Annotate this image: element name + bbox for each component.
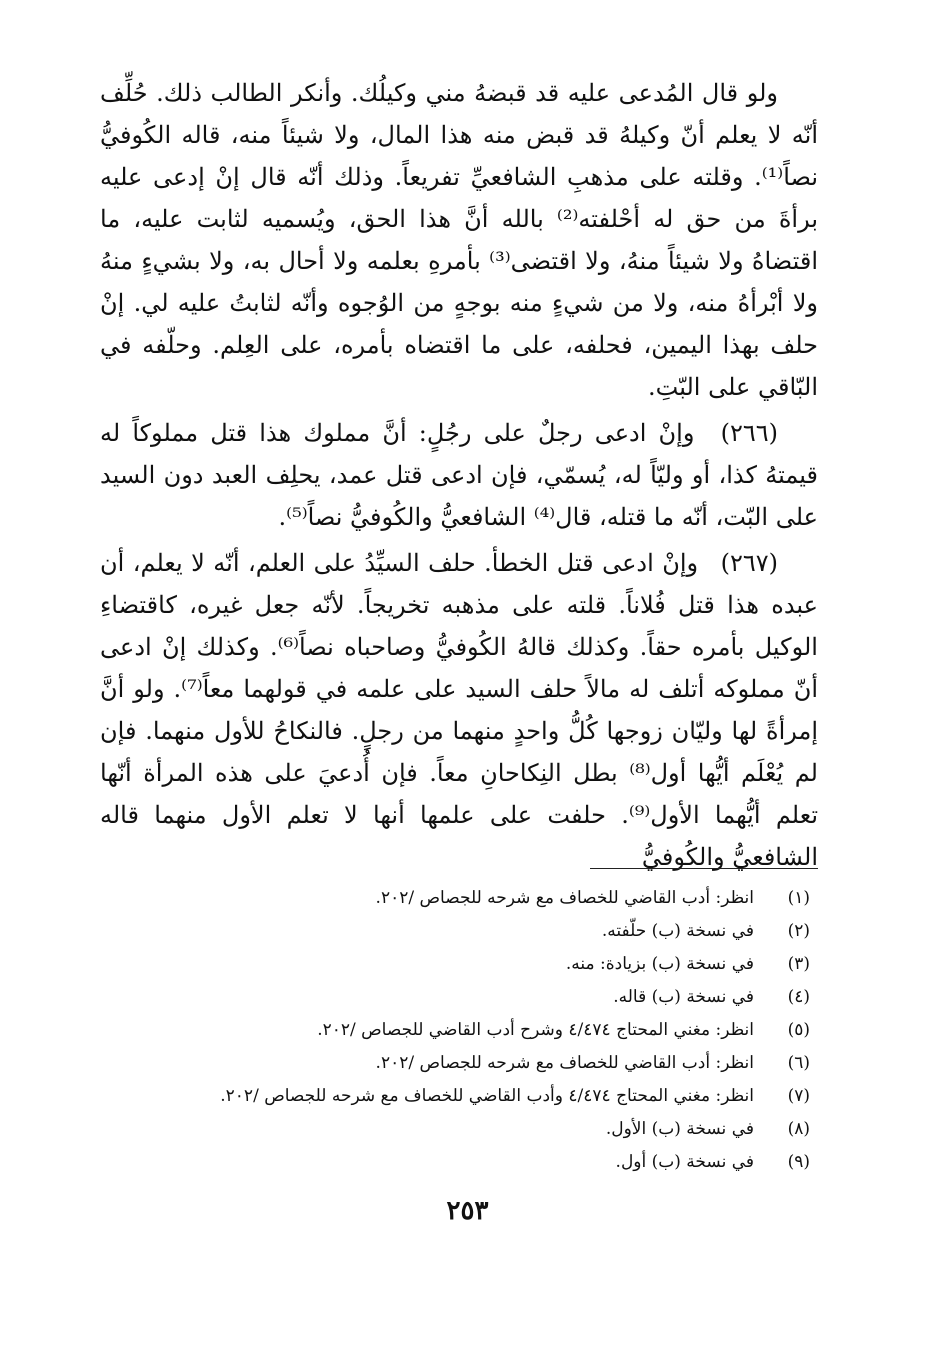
footnote-text: انظر: أدب القاضي للخصاف مع شرحه للجصاص /٢٠٢.: [375, 888, 754, 908]
footnote: [150, 981, 818, 1014]
paragraph-text: وإنْ ادعى قتل الخطأ. حلف السيِّدُ على العلم، أنّه لا يعلم، أن عبده هذا قتل فُلاناً. قلته على مذهبه تخريجاً. لأنّه جعل غيره، كاقتضاءِ الوكيل بأمره حقاً. وكذلك قالهُ الكُوفيُّ وصاحباه نصاً⁽⁶⁾. وكذلك إنْ ادعى أنّ مملوكه أتلف له مالاً حلف السيد على علمه في قولهما معاً⁽⁷⁾. ولو أنَّ إمرأةً لها وليّان زوجها كُلُّ واحدٍ منهما من رجلٍ. فالنكاحُ للأول منهما. فإن لم يُعْلَم أيُّها أول⁽⁸⁾ بطل النِكاحانِ معاً. فإن أُدعيَ على هذه المرأة أنّها تعلم أيُّهما الأول⁽⁹⁾. حلفت على علمها أنها لا تعلم الأول منهما قاله الشافعيُّ والكُوفيُّ: [100, 549, 818, 871]
footnote: [150, 1014, 818, 1047]
paragraph-number: (٢٦٧): [720, 549, 778, 577]
footnote: [150, 1080, 818, 1113]
paragraph: [100, 542, 818, 878]
footnote-divider: [590, 868, 818, 869]
footnote-text: انظر: أدب القاضي للخصاف مع شرحه للجصاص /٢٠٢.: [375, 1053, 754, 1073]
paragraph: [100, 412, 818, 538]
paragraph-text: وإنْ ادعى رجلٌ على رجُلٍ: أنَّ مملوك هذا قتل مملوكاً له قيمتهُ كذا، أو وليّاً له، يُسمّي، فإن ادعى قتل عمد، يحلِف العبد دون السيد على البّت، أنّه ما قتله، قال⁽⁴⁾ الشافعيُّ والكُوفيُّ نصاً⁽⁵⁾.: [100, 419, 818, 531]
footnote-text: في نسخة (ب) بزيادة: منه.: [565, 954, 754, 974]
footnote-number: (١): [787, 888, 810, 908]
footnote-number: (٥): [787, 1020, 810, 1040]
footnote-number: (٤): [787, 987, 810, 1007]
footnote-text: انظر: مغني المحتاج ٤/٤٧٤ وأدب القاضي للخصاف مع شرحه للجصاص /٢٠٢.: [220, 1086, 754, 1106]
main-text: [100, 72, 818, 882]
footnote: [150, 1113, 818, 1146]
footnote-text: انظر: مغني المحتاج ٤/٤٧٤ وشرح أدب القاضي للجصاص /٢٠٢.: [317, 1020, 754, 1040]
footnote-text: في نسخة (ب) قاله.: [613, 987, 754, 1007]
footnote: [150, 915, 818, 948]
paragraph-text: ولو قال المُدعى عليه قد قبضهُ مني وكيلُك. وأنكر الطالب ذلك. حُلِّف أنّه لا يعلم أنّ وكيلهُ قد قبض منه هذا المال، ولا شيئاً منه، قاله الكُوفيُّ نصاً⁽¹⁾. وقلته على مذهبِ الشافعيِّ تفريعاً. وذلك أنّه قال إنْ إدعى عليه برأةَ من حق له أحْلفته⁽²⁾ بالله أنَّ هذا الحق، ويُسميه لثابت عليه، ما اقتضاهُ ولا شيئاً منهُ، ولا اقتضى⁽³⁾ بأمرهِ بعلمه ولا أحال به، ولا بشيءٍ منهُ ولا أبْرأهُ منه، ولا من شيءٍ منه بوجهٍ من الوُجوه وأنّه لثابتُ عليه لي. إنْ حلف بهذا اليمين، فحلفه، على ما اقتضاه بأمره، على العِلم. وحلّفه في البّاقي على البّتِ.: [100, 79, 818, 401]
paragraph-number: (٢٦٦): [720, 419, 778, 447]
footnote-number: (٣): [787, 954, 810, 974]
footnote-number: (٩): [787, 1152, 810, 1172]
footnote-number: (٨): [787, 1119, 810, 1139]
footnote: [150, 948, 818, 981]
paragraph: [100, 72, 818, 408]
footnote: [150, 882, 818, 915]
page-number: ٢٥٣: [446, 1196, 489, 1226]
footnote-number: (٦): [787, 1053, 810, 1073]
footnotes: [150, 882, 818, 1179]
footnote: [150, 1146, 818, 1179]
footnote-text: في نسخة (ب) حلّفته.: [601, 921, 754, 941]
footnote: [150, 1047, 818, 1080]
footnote-text: في نسخة (ب) الأول.: [605, 1119, 754, 1139]
footnote-number: (٧): [787, 1086, 810, 1106]
footnote-text: في نسخة (ب) أول.: [615, 1152, 754, 1172]
footnote-number: (٢): [787, 921, 810, 941]
